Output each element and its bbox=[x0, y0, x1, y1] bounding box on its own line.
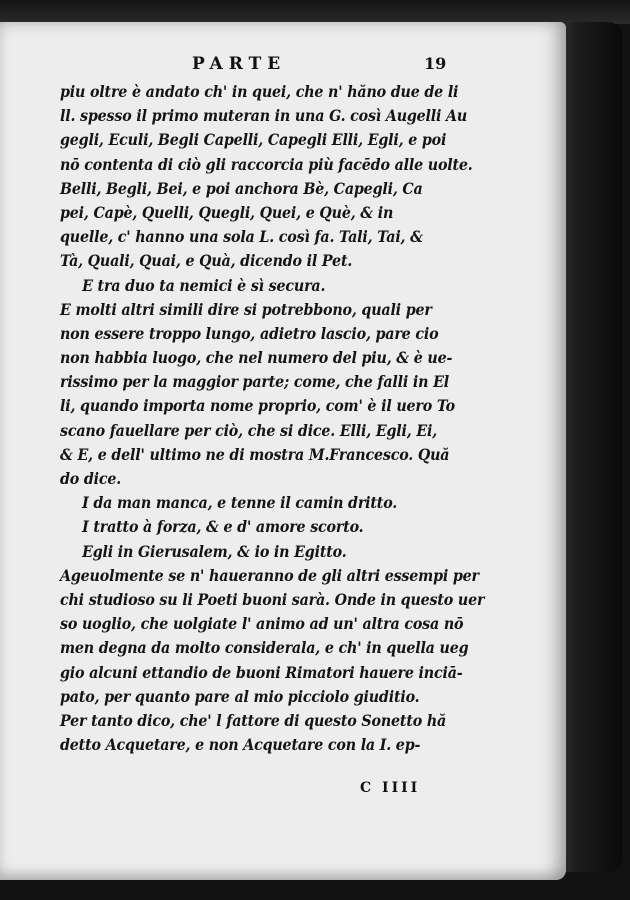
text-line: Tà, Quali, Quai, e Quà, dicendo il Pet. bbox=[60, 251, 353, 271]
text-line: Belli, Begli, Bei, e poi anchora Bè, Capegli, Ca bbox=[60, 178, 423, 198]
text-line: scano fauellare per ciò, che si dice. Elli, Egli, Ei, bbox=[60, 420, 438, 440]
text-line: pato, per quanto pare al mio picciolo giuditio. bbox=[60, 686, 420, 706]
running-head bbox=[0, 54, 550, 78]
body-text bbox=[60, 80, 485, 757]
text-line: E molti altri simili dire si potrebbono, quali per bbox=[60, 299, 432, 319]
text-line: li, quando importa nome proprio, com' è il uero To bbox=[60, 396, 455, 416]
text-line: so uoglio, che uolgiate l' animo ad un' altra cosa nō bbox=[60, 614, 464, 634]
text-line: men degna da molto considerala, e ch' in quella ueg bbox=[60, 638, 469, 658]
text-line: detto Acquetare, e non Acquetare con la I. ep- bbox=[60, 735, 421, 755]
text-line: I tratto à forza, & e d' amore scorto. bbox=[82, 517, 364, 537]
text-line: non essere troppo lungo, adietro lascio, pare cio bbox=[60, 323, 439, 343]
text-line: I da man manca, e tenne il camin dritto. bbox=[82, 493, 398, 513]
scan-top-border bbox=[0, 0, 630, 24]
text-line: Ageuolmente se n' haueranno de gli altri essempi per bbox=[60, 565, 479, 585]
text-line: & E, e dell' ultimo ne di mostra M.Francesco. Quă bbox=[60, 444, 450, 464]
text-line: ll. spesso il primo muteran in una G. così Augelli Au bbox=[60, 106, 468, 126]
text-line: chi studioso su li Poeti buoni sarà. Onde in questo uer bbox=[60, 589, 485, 609]
signature-mark: C IIII bbox=[360, 780, 421, 796]
text-line: E tra duo ta nemici è sì secura. bbox=[82, 275, 326, 295]
text-line: nō contenta di ciò gli raccorcia più facēdo alle uolte. bbox=[60, 154, 473, 174]
text-line: rissimo per la maggior parte; come, che falli in El bbox=[60, 372, 450, 392]
text-line: gegli, Eculi, Begli Capelli, Capegli Elli, Egli, e poi bbox=[60, 130, 447, 150]
text-line: pei, Capè, Quelli, Quegli, Quei, e Què, & in bbox=[60, 202, 394, 222]
text-line: gio alcuni ettandio de buoni Rimatori hauere inciā- bbox=[60, 662, 463, 682]
text-line: piu oltre è andato ch' in quei, che n' hăno due de li bbox=[60, 82, 459, 101]
page-number: 19 bbox=[424, 54, 447, 73]
text-line: do dice. bbox=[60, 469, 122, 488]
running-head-title: PARTE bbox=[192, 54, 287, 74]
text-line: Per tanto dico, che' l fattore di questo Sonetto hă bbox=[60, 710, 447, 730]
text-line: Egli in Gierusalem, & io in Egitto. bbox=[82, 541, 347, 561]
text-line: non habbia luogo, che nel numero del piu, & è ue- bbox=[60, 348, 453, 368]
text-line: quelle, c' hanno una sola L. così fa. Tali, Tai, & bbox=[60, 227, 423, 247]
